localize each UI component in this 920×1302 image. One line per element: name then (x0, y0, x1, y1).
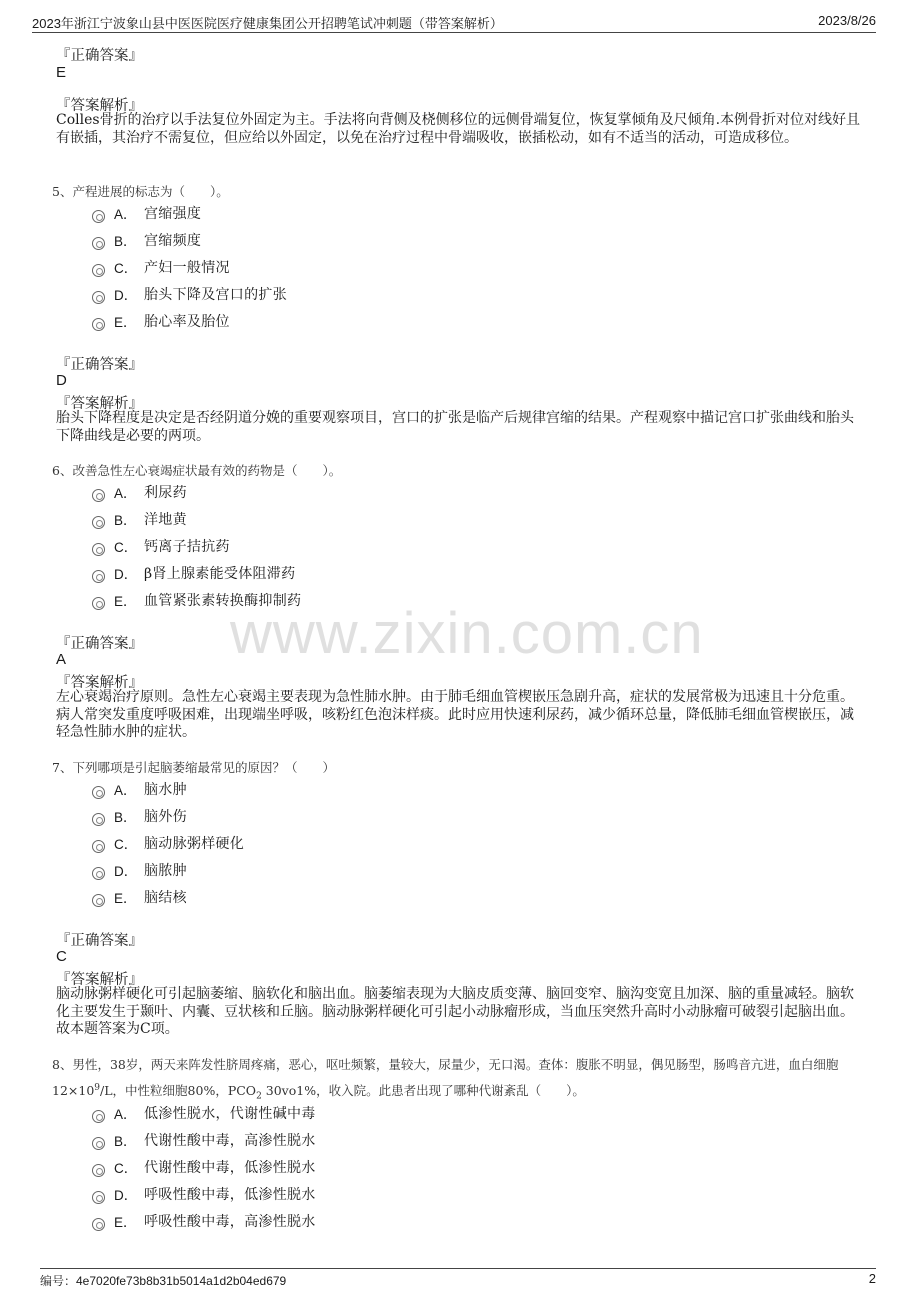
q8-option-a[interactable]: A． 低渗性脱水，代谢性碱中毒 (92, 1102, 316, 1124)
q5-option-c[interactable]: C． 产妇一般情况 (92, 256, 230, 278)
q6-option-c[interactable]: C． 钙离子拮抗药 (92, 535, 230, 557)
q7-option-a[interactable]: A． 脑水肿 (92, 778, 187, 800)
radio-icon[interactable] (92, 786, 105, 799)
q5-option-e[interactable]: E． 胎心率及胎位 (92, 310, 230, 332)
q5-option-d[interactable]: D． 胎头下降及宫口的扩张 (92, 283, 287, 305)
radio-icon[interactable] (92, 894, 105, 907)
page-number: 2 (868, 1271, 876, 1286)
q8-option-e[interactable]: E． 呼吸性酸中毒，高渗性脱水 (92, 1210, 316, 1232)
q6-answer: A (56, 651, 67, 668)
radio-icon[interactable] (92, 570, 105, 583)
radio-icon[interactable] (92, 1191, 105, 1204)
q6-option-b[interactable]: B． 洋地黄 (92, 508, 187, 530)
q7-option-e[interactable]: E． 脑结核 (92, 886, 187, 908)
radio-icon[interactable] (92, 1110, 105, 1123)
correct-answer-label: 『正确答案』 (56, 357, 143, 373)
q8-option-c[interactable]: C． 代谢性酸中毒，低渗性脱水 (92, 1156, 316, 1178)
radio-icon[interactable] (92, 1137, 105, 1150)
radio-icon[interactable] (92, 210, 105, 223)
document-serial: 编号：4e7020fe73b8b31b5014a1d2b04ed679 (40, 1274, 287, 1288)
radio-icon[interactable] (92, 489, 105, 502)
q5-option-b[interactable]: B． 宫缩频度 (92, 229, 201, 251)
q7-stem: 7、下列哪项是引起脑萎缩最常见的原因？（ ） (52, 760, 335, 775)
q6-analysis: 左心衰竭治疗原则。急性左心衰竭主要表现为急性肺水肿。由于肺毛细血管楔嵌压急剧升高，症状的发展常极为迅速且十分危重。病人常突发重度呼吸困难，出现端坐呼吸，咳粉红色泡沫样痰。此时应用快速利尿药，减少循环总量，降低肺毛细血管楔嵌压，减轻急性肺水肿的症状。 (56, 689, 854, 740)
page-header (32, 12, 876, 33)
radio-icon[interactable] (92, 1164, 105, 1177)
analysis-label: 『答案解析』 (56, 675, 143, 691)
correct-answer-label: 『正确答案』 (56, 933, 143, 949)
q6-option-e[interactable]: E． 血管紧张素转换酶抑制药 (92, 589, 301, 611)
radio-icon[interactable] (92, 1218, 105, 1231)
analysis-label: 『答案解析』 (56, 972, 143, 988)
radio-icon[interactable] (92, 840, 105, 853)
q7-option-b[interactable]: B． 脑外伤 (92, 805, 187, 827)
q7-answer: C (56, 948, 67, 965)
page-footer (40, 1268, 876, 1291)
watermark: www.zixin.com.cn (230, 601, 704, 666)
q8-stem-line1: 8、男性，38岁，两天来阵发性脐周疼痛，恶心，呕吐频繁，量较大，尿量少，无口渴。查体：腹胀不明显，偶见肠型，肠鸣音亢进，血白细胞 (52, 1057, 839, 1072)
radio-icon[interactable] (92, 291, 105, 304)
radio-icon[interactable] (92, 597, 105, 610)
radio-icon[interactable] (92, 318, 105, 331)
radio-icon[interactable] (92, 237, 105, 250)
analysis-label: 『答案解析』 (56, 396, 143, 412)
q5-option-a[interactable]: A． 宫缩强度 (92, 202, 201, 224)
document-date: 2023/8/26 (818, 13, 876, 28)
q7-option-d[interactable]: D． 脑脓肿 (92, 859, 187, 881)
q5-analysis: 胎头下降程度是决定是否经阴道分娩的重要观察项目，宫口的扩张是临产后规律宫缩的结果。产程观察中描记宫口扩张曲线和胎头下降曲线是必要的两项。 (56, 410, 854, 444)
q6-option-d[interactable]: D． β肾上腺素能受体阻滞药 (92, 562, 295, 584)
q4-answer: E (56, 64, 67, 81)
q4-analysis: Colles骨折的治疗以手法复位外固定为主。手法将向背侧及桡侧移位的远侧骨端复位，恢复掌倾角及尺倾角.本例骨折对位对线好且有嵌插，其治疗不需复位，但应给以外固定，以免在治疗过程中骨端吸收，嵌插松动，如有不适当的活动，可造成移位。 (56, 112, 861, 146)
q8-option-d[interactable]: D． 呼吸性酸中毒，低渗性脱水 (92, 1183, 316, 1205)
radio-icon[interactable] (92, 516, 105, 529)
correct-answer-label: 『正确答案』 (56, 48, 143, 64)
q6-stem: 6、改善急性左心衰竭症状最有效的药物是（ ）。 (52, 463, 342, 478)
q5-answer: D (56, 372, 67, 389)
q7-analysis: 脑动脉粥样硬化可引起脑萎缩、脑软化和脑出血。脑萎缩表现为大脑皮质变薄、脑回变窄、脑沟变宽且加深、脑的重量减轻。脑软化主要发生于颞叶、内囊、豆状核和丘脑。脑动脉粥样硬化可引起小动脉瘤形成，当血压突然升高时小动脉瘤可破裂引起脑出血。故本题答案为C项。 (56, 986, 854, 1037)
analysis-label: 『答案解析』 (56, 98, 143, 114)
radio-icon[interactable] (92, 264, 105, 277)
radio-icon[interactable] (92, 867, 105, 880)
q8-option-b[interactable]: B． 代谢性酸中毒，高渗性脱水 (92, 1129, 316, 1151)
radio-icon[interactable] (92, 543, 105, 556)
q6-option-a[interactable]: A． 利尿药 (92, 481, 187, 503)
document-title: 2023年浙江宁波象山县中医医院医疗健康集团公开招聘笔试冲刺题（带答案解析） (32, 16, 503, 31)
correct-answer-label: 『正确答案』 (56, 636, 143, 652)
radio-icon[interactable] (92, 813, 105, 826)
q5-stem: 5、产程进展的标志为（ ）。 (52, 184, 229, 199)
q8-stem-line2: $12\times 10^9/L$，中性粒细胞80%，$PCO_2$ 30vo1%，收入院。此患者出现了哪种代谢紊乱（ ）。 (52, 1083, 585, 1102)
q7-option-c[interactable]: C． 脑动脉粥样硬化 (92, 832, 244, 854)
